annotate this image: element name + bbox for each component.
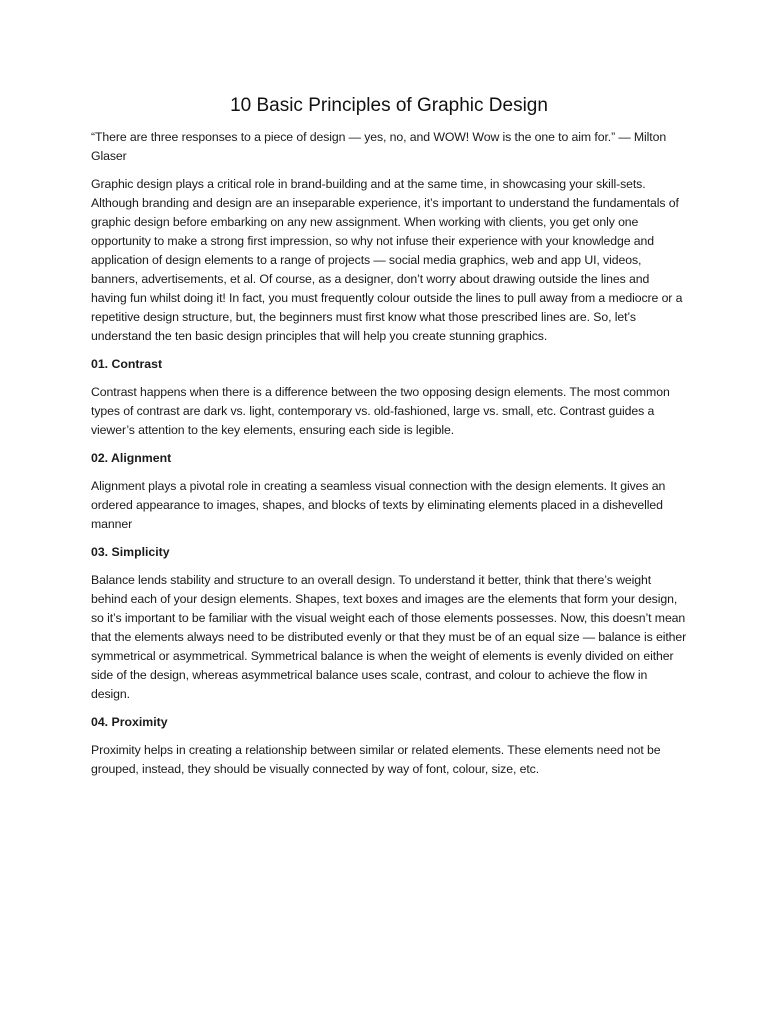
section-body-alignment: Alignment plays a pivotal role in creating a seamless visual connection with the design elements. It gives an ordered appearance to images, shapes, and blocks of texts by eliminating elements placed in a dishevelled manner bbox=[91, 479, 666, 531]
section-heading-alignment: 02. Alignment bbox=[91, 451, 172, 465]
section-heading-proximity: 04. Proximity bbox=[91, 715, 168, 729]
page-title: 10 Basic Principles of Graphic Design bbox=[230, 95, 548, 116]
document-content bbox=[91, 94, 687, 788]
section-heading-contrast: 01. Contrast bbox=[91, 357, 163, 371]
section-body-simplicity: Balance lends stability and structure to an overall design. To understand it better, think that there’s weight behind each of your design elements. Shapes, text boxes and images are the elements that form your design, so it’s important to be familiar with the visual weight each of those elements possesses. Now, this doesn’t mean that the elements always need to be distributed evenly or that they must be of an equal size — balance is either symmetrical or asymmetrical. Symmetrical balance is when the weight of elements is evenly divided on either side of the design, whereas asymmetrical balance uses scale, contrast, and colour to achieve the flow in design. bbox=[91, 573, 687, 701]
section-body-proximity: Proximity helps in creating a relationship between similar or related elements. These elements need not be grouped, instead, they should be visually connected by way of font, colour, size, etc. bbox=[91, 743, 661, 776]
opening-quote: “There are three responses to a piece of design — yes, no, and WOW! Wow is the one to aim for.” — Milton Glaser bbox=[91, 130, 667, 163]
intro-paragraph: Graphic design plays a critical role in brand-building and at the same time, in showcasing your skill-sets. Although branding and design are an inseparable experience, it’s important to understand the fundamentals of graphic design before embarking on any new assignment. When working with clients, you get only one opportunity to make a strong first impression, so why not infuse their experience with your knowledge and application of design elements to a range of projects — social media graphics, web and app UI, videos, banners, advertisements, et al. Of course, as a designer, don’t worry about drawing outside the lines and having fun whilst doing it! In fact, you must frequently colour outside the lines to pull away from a mediocre or a repetitive design structure, but, the beginners must first know what those prescribed lines are. So, let’s understand the ten basic design principles that will help you create stunning graphics. bbox=[91, 177, 683, 343]
section-heading-simplicity: 03. Simplicity bbox=[91, 545, 170, 559]
section-body-contrast: Contrast happens when there is a difference between the two opposing design elements. The most common types of contrast are dark vs. light, contemporary vs. old-fashioned, large vs. small, etc. Contrast guides a viewer’s attention to the key elements, ensuring each side is legible. bbox=[91, 385, 670, 437]
